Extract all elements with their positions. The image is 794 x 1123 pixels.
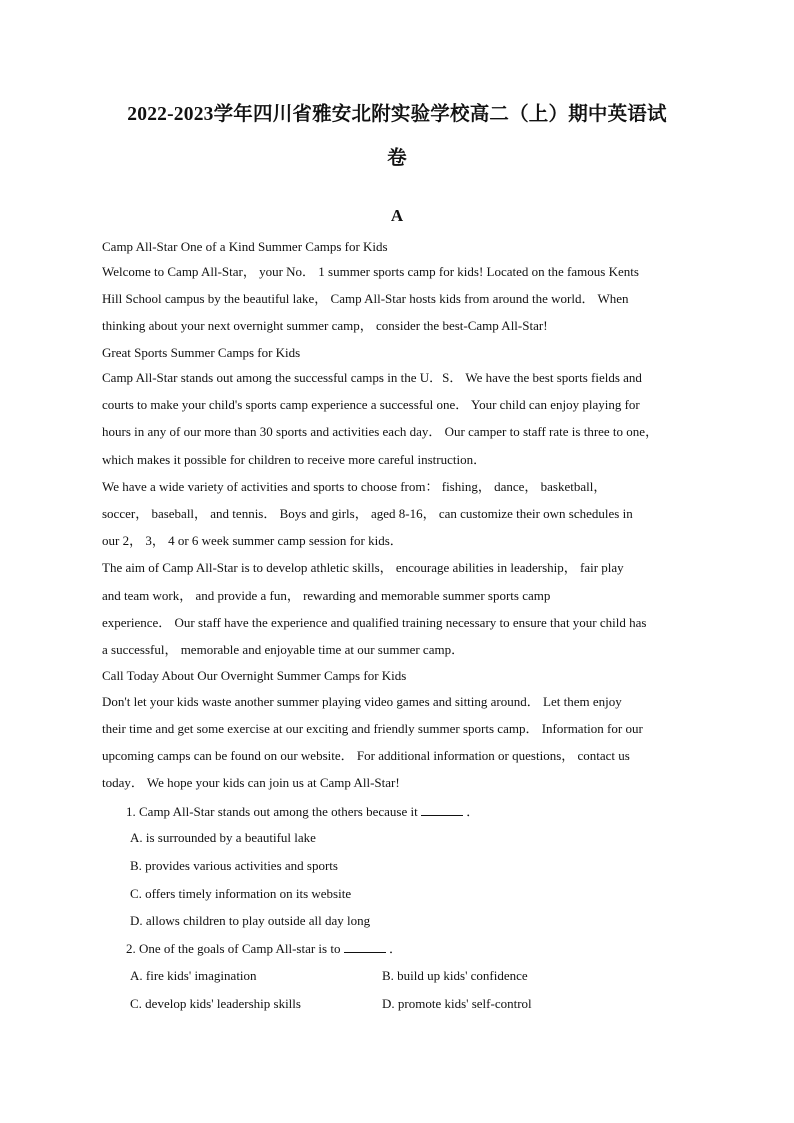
passage-line: The aim of Camp All-Star is to develop athletic skills， encourage abilities in leadership， fair play	[102, 560, 624, 575]
answer-blank[interactable]	[344, 940, 386, 953]
question-stem-text: 1. Camp All-Star stands out among the others because it	[126, 804, 421, 819]
passage-line: which makes it possible for children to receive more careful instruction．	[102, 452, 487, 467]
option-a[interactable]: A. is surrounded by a beautiful lake	[130, 830, 316, 845]
question-stem	[126, 940, 402, 957]
passage-line: courts to make your child's sports camp experience a successful one． Your child can enjoy playing for	[102, 397, 640, 412]
question-stem-end: ．	[385, 941, 402, 956]
passage-line: and team work， and provide a fun， rewarding and memorable summer sports camp	[102, 588, 551, 603]
passage-line: our 2， 3， 4 or 6 week summer camp session for kids．	[102, 533, 403, 548]
passage-line: upcoming camps can be found on our website． For additional information or questions， contact us	[102, 748, 630, 763]
passage-line: Camp All-Star One of a Kind Summer Camps for Kids	[102, 239, 388, 254]
passage-line: Don't let your kids waste another summer playing video games and sitting around． Let them enjoy	[102, 694, 622, 709]
section-label: A	[390, 206, 404, 225]
passage-line: their time and get some exercise at our exciting and friendly summer sports camp． Information for our	[102, 721, 643, 736]
passage-line: Hill School campus by the beautiful lake， Camp All-Star hosts kids from around the world． When	[102, 291, 629, 306]
passage-line: Call Today About Our Overnight Summer Camps for Kids	[102, 668, 407, 683]
option-c[interactable]: C. develop kids' leadership skills	[130, 996, 301, 1011]
passage-line: soccer， baseball， and tennis． Boys and girls， aged 8-16， can customize their own schedules in	[102, 506, 633, 521]
option-b[interactable]: B. provides various activities and sports	[130, 858, 338, 873]
passage-line: today． We hope your kids can join us at Camp All-Star!	[102, 775, 400, 790]
answer-blank[interactable]	[421, 803, 463, 816]
passage-line: Welcome to Camp All-Star， your No． 1 summer sports camp for kids! Located on the famous Kents	[102, 264, 639, 279]
question-stem-text: 2. One of the goals of Camp All-star is to	[126, 941, 344, 956]
option-c[interactable]: C. offers timely information on its website	[130, 886, 352, 901]
passage-line: experience． Our staff have the experience and qualified training necessary to ensure that your child has	[102, 615, 647, 630]
option-d[interactable]: D. allows children to play outside all day long	[130, 913, 371, 928]
passage-line: thinking about your next overnight summer camp， consider the best-Camp All-Star!	[102, 318, 548, 333]
passage-line: hours in any of our more than 30 sports and activities each day． Our camper to staff rate is three to one，	[102, 424, 659, 439]
question-stem-end: ．	[462, 804, 480, 819]
document-title-line-2: 卷	[387, 148, 407, 169]
document-title-line-1: 2022-2023学年四川省雅安北附实验学校高二（上）期中英语试	[127, 104, 667, 125]
passage-line: Great Sports Summer Camps for Kids	[102, 345, 301, 360]
option-b[interactable]: B. build up kids' confidence	[382, 968, 528, 983]
option-a[interactable]: A. fire kids' imagination	[130, 968, 257, 983]
passage-line: a successful， memorable and enjoyable time at our summer camp．	[102, 642, 465, 657]
option-d[interactable]: D. promote kids' self-control	[382, 996, 532, 1011]
question-stem	[126, 803, 479, 820]
passage-line: We have a wide variety of activities and sports to choose from： fishing， dance， basketball，	[102, 479, 607, 494]
passage-line: Camp All-Star stands out among the successful camps in the U．S． We have the best sports fields and	[102, 370, 642, 385]
